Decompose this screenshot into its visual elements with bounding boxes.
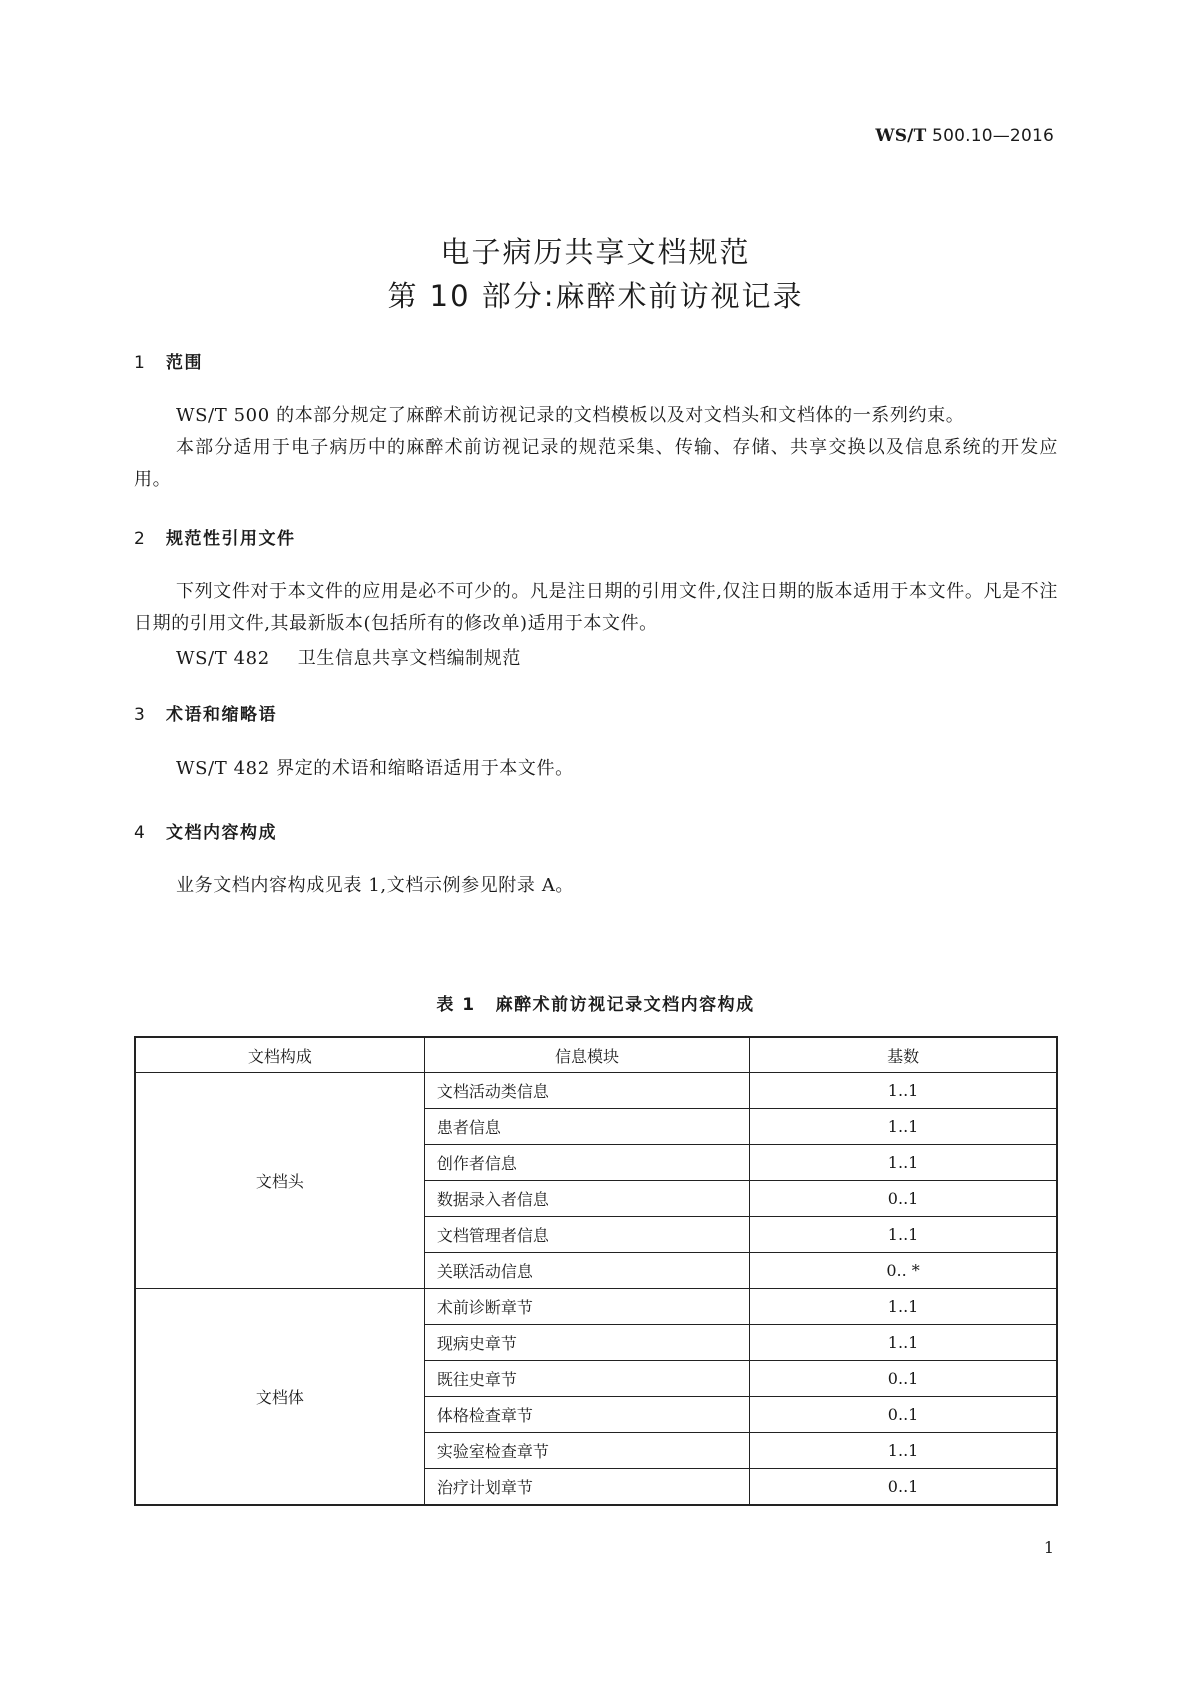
cardinality-cell: 0..1 xyxy=(750,1469,1057,1506)
column-header: 文档构成 xyxy=(135,1037,424,1073)
table-caption-title: 麻醉术前访视记录文档内容构成 xyxy=(495,995,755,1015)
module-cell: 数据录入者信息 xyxy=(424,1181,749,1217)
table-row xyxy=(135,1289,1057,1325)
reference-code: WS/T 482 xyxy=(176,648,270,669)
group-cell-header: 文档头 xyxy=(135,1073,424,1289)
section-number: 1 xyxy=(134,353,147,373)
standard-number: 500.10—2016 xyxy=(932,126,1054,146)
section-number: 4 xyxy=(134,823,147,843)
section-heading-normative-references xyxy=(134,524,296,549)
section-heading-document-content xyxy=(134,818,277,843)
module-cell: 患者信息 xyxy=(424,1109,749,1145)
column-header: 基数 xyxy=(750,1037,1057,1073)
paragraph: 本部分适用于电子病历中的麻醉术前访视记录的规范采集、传输、存储、共享交换以及信息系统的开发应用。 xyxy=(134,437,1058,490)
section-heading-scope xyxy=(134,348,203,373)
cardinality-cell: 1..1 xyxy=(750,1433,1057,1469)
section-number: 2 xyxy=(134,529,147,549)
module-cell: 文档管理者信息 xyxy=(424,1217,749,1253)
paragraph: 业务文档内容构成见表 1,文档示例参见附录 A。 xyxy=(176,875,575,896)
standard-code xyxy=(875,126,1054,146)
paragraph: 下列文件对于本文件的应用是必不可少的。凡是注日期的引用文件,仅注日期的版本适用于本文件。凡是不注日期的引用文件,其最新版本(包括所有的修改单)适用于本文件。 xyxy=(134,581,1058,634)
module-cell: 术前诊断章节 xyxy=(424,1289,749,1325)
cardinality-cell: 0.. * xyxy=(750,1253,1057,1289)
paragraph: WS/T 482 界定的术语和缩略语适用于本文件。 xyxy=(176,758,574,779)
group-cell-body: 文档体 xyxy=(135,1289,424,1506)
content-table xyxy=(134,1036,1058,1506)
reference-title: 卫生信息共享文档编制规范 xyxy=(297,648,521,669)
cardinality-cell: 1..1 xyxy=(750,1145,1057,1181)
standard-prefix: WS/T xyxy=(875,126,927,146)
section-number: 3 xyxy=(134,705,147,725)
cardinality-cell: 0..1 xyxy=(750,1181,1057,1217)
document-title: 电子病历共享文档规范 xyxy=(440,235,751,269)
cardinality-cell: 0..1 xyxy=(750,1361,1057,1397)
module-cell: 体格检查章节 xyxy=(424,1397,749,1433)
page-number: 1 xyxy=(1043,1538,1054,1557)
section-title: 术语和缩略语 xyxy=(166,705,277,725)
section-title: 规范性引用文件 xyxy=(166,529,296,549)
module-cell: 既往史章节 xyxy=(424,1361,749,1397)
section-title: 文档内容构成 xyxy=(166,823,277,843)
column-header: 信息模块 xyxy=(424,1037,749,1073)
cardinality-cell: 1..1 xyxy=(750,1325,1057,1361)
cardinality-cell: 1..1 xyxy=(750,1073,1057,1109)
section-heading-terms xyxy=(134,700,277,725)
cardinality-cell: 1..1 xyxy=(750,1109,1057,1145)
module-cell: 现病史章节 xyxy=(424,1325,749,1361)
document-subtitle: 第 10 部分:麻醉术前访视记录 xyxy=(387,279,804,313)
module-cell: 文档活动类信息 xyxy=(424,1073,749,1109)
cardinality-cell: 0..1 xyxy=(750,1397,1057,1433)
table-caption-label: 表 1 xyxy=(436,995,476,1015)
table-caption xyxy=(0,990,1191,1015)
section-title: 范围 xyxy=(166,353,203,373)
cardinality-cell: 1..1 xyxy=(750,1217,1057,1253)
module-cell: 治疗计划章节 xyxy=(424,1469,749,1506)
module-cell: 实验室检查章节 xyxy=(424,1433,749,1469)
table-row xyxy=(135,1073,1057,1109)
module-cell: 关联活动信息 xyxy=(424,1253,749,1289)
cardinality-cell: 1..1 xyxy=(750,1289,1057,1325)
table-header-row xyxy=(135,1037,1057,1073)
module-cell: 创作者信息 xyxy=(424,1145,749,1181)
reference-entry xyxy=(176,644,521,670)
paragraph: WS/T 500 的本部分规定了麻醉术前访视记录的文档模板以及对文档头和文档体的一系列约束。 xyxy=(176,405,965,426)
